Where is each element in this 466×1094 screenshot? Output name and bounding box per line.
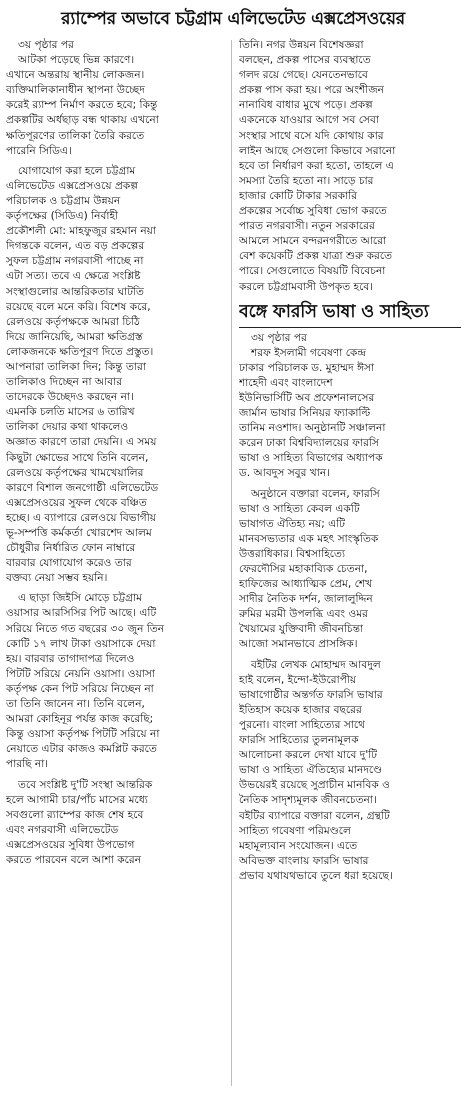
text-line: ড. আবদুস সবুর খান। [239, 467, 330, 480]
text-line: হয়। বারবার তাগাদাপত্র দিলেও [6, 652, 135, 665]
text-line: রুমির মরমী উপলব্ধি এবং ওমর [239, 608, 368, 621]
text-line: ভাষা ও সাহিত্য বিভাগের অধ্যাপক [239, 452, 383, 465]
text-line: ভাষাগত ঐতিহ্য নয়; এটি [239, 517, 345, 530]
text-line: নানাবিধ বাধার মুখে পড়ে। প্রকল্প [239, 99, 373, 112]
text-line: মানবসভ্যতার এক মহৎ সাংস্কৃতিক [239, 532, 379, 545]
text-line: বক্তব্য নেয়া সম্ভব হয়নি। [6, 572, 108, 585]
text-line: ক্ষতিপূরণের তালিকা তৈরি করতে [6, 129, 145, 142]
text-line: ইউনিভার্সিটি অব প্রফেশনালসের [239, 391, 375, 404]
text-line: সংস্থার সাথে বসে যদি কোথায় কার [239, 129, 384, 142]
text-line: এবং নগরবাসী এলিভেটেড [6, 823, 119, 836]
text-line: এটা সত্য। তবে এ ক্ষেত্রে সংশ্লিষ্ট [6, 270, 141, 283]
text-line: প্রকল্প পাস করা হয়। পরে অংশীজন [239, 84, 384, 97]
text-line: অনুষ্ঠানে বক্তারা বলেন, ফারসি [251, 487, 380, 500]
text-line: উত্তরাধিকার। বিশ্বসাহিত্যে [239, 547, 346, 560]
continued-label: ৩য় পৃষ্ঠার পর [18, 39, 74, 51]
text-line: পরিচালক ও চট্টগ্রাম উন্নয়ন [6, 194, 121, 207]
text-line: গলদ রয়ে গেছে। যেনতেনভাবে [239, 69, 368, 82]
text-line: এক্সপ্রেসওয়ের সুফল থেকে বঞ্চিত [6, 496, 147, 509]
text-line: পারত নগরবাসী। নতুন সরকারের [239, 220, 375, 233]
text-line: নেয়াতে এটার কাজও কমপ্লিট করতে [6, 743, 157, 756]
text-line: যোগাযোগ করা হলে চট্টগ্রাম [18, 164, 136, 177]
text-line: কোটি ১৭ লাখ টাকা ওয়াসাকে দেয়া [6, 637, 156, 650]
text-line: করেন ঢাকা বিশ্ববিদ্যালয়ের ফারসি [239, 437, 379, 450]
text-line: ভাষা ও সাহিত্য কেবল একটি [239, 502, 360, 515]
text-line: একনেকে যাওয়ার আগে সব সেবা [239, 114, 380, 127]
text-line: কিন্তু ওয়াসা কর্তৃপক্ষ পিটটি সরিয়ে না [6, 728, 160, 741]
text-line: তা তিনি জানেন না। তিনি বলেন, [6, 698, 145, 711]
text-line: দিয়ে জানিয়েছি, আমরা ক্ষতিগ্রস্ত [6, 330, 143, 343]
text-line: বইটির লেখক মোহাম্মদ আবদুল [251, 658, 381, 671]
text-line: ফারসি সাহিত্যের তুলনামূলক [239, 734, 359, 747]
text-line: সংস্থাগুলোর আন্তরিকতার ঘাটতি [6, 285, 144, 298]
text-line: পারছি না। [6, 758, 49, 771]
text-line: করলে চট্টগ্রামবাসী উপকৃত হবে। [239, 280, 374, 293]
text-line: সবগুলো র‌্যাম্পের কাজ শেষ হবে [6, 808, 144, 821]
text-line: আমরা কোহিনূর পর্যন্ত কাজ করেছি; [6, 713, 154, 726]
text-line: হাই বলেন, ইন্দো-ইউরোপীয় [239, 673, 357, 686]
text-line: প্রকল্পটির অর্ধছাড় বন্ধ থাকায় এখনো [6, 114, 159, 127]
text-line: অজ্ঞাত কারণে তারা দেয়নি। এ সময় [6, 436, 157, 449]
text-line: আপনারা তালিকা দিন; কিন্তু তারা [6, 360, 146, 373]
text-line: কর্তৃপক্ষ কেন পিট সরিয়ে নিচ্ছেন না [6, 682, 154, 695]
text-line: জার্মান ভাষার সিনিয়র ফ্যাকাল্টি [239, 407, 371, 420]
text-line: কর্তৃপক্ষের (সিডিএ) নির্বাহী [6, 210, 119, 223]
text-line: পারে। সেগুলোতে বিষয়টি বিবেচনা [239, 265, 386, 278]
right-column [239, 38, 461, 1088]
text-line: আটকা পড়েছে ভিন্ন কারণে। [18, 54, 135, 67]
paragraph [6, 778, 228, 869]
text-line: ওয়াসার আরসিসির পিট আছে। এটি [6, 607, 157, 620]
text-line: অবিভক্ত বাংলায় ফারসি ভাষার [239, 854, 369, 867]
text-line: সাদীর নৈতিক দর্শন, জালালুদ্দিন [239, 593, 373, 606]
text-line: এ ছাড়া জিইসি মোড়ে চট্টগ্রাম [18, 592, 143, 605]
text-line: তানিম নওশাদ। অনুষ্ঠানটি সঞ্চালনা [239, 422, 386, 435]
left-paragraphs [6, 53, 228, 868]
text-line: হলে আগামী চার/পাঁচ মাসের মধ্যে [6, 793, 148, 806]
text-line: তিনি। নগর উন্নয়ন বিশেষজ্ঞরা [239, 39, 364, 51]
text-line: বইটির ব্যাপারে বক্তারা বলেন, গ্রন্থটি [239, 809, 390, 822]
left-column [6, 38, 228, 1088]
column-divider [231, 40, 232, 1086]
text-line: দিগন্তকে বলেন, এত বড় প্রকল্পের [6, 240, 145, 253]
text-line: করতে পারবেন বলে আশা করেন [6, 853, 142, 866]
text-line: তবে সংশ্লিষ্ট দু'টি সংস্থা আন্তরিক [18, 778, 153, 791]
second-continued-label: ৩য় পৃষ্ঠার পর [251, 331, 307, 344]
text-line: হবে তা নির্ধারণ করা হতো, তাহলে এ [239, 159, 394, 172]
text-line: সাহিত্য গবেষণা পরিমণ্ডলে [239, 824, 351, 837]
text-line: রয়েছে বলে মনে করি। বিশেষ করে, [6, 300, 151, 313]
text-line: খৈয়ামের যুক্তিবাদী জীবনচিন্তা [239, 623, 364, 636]
text-line: ফেরদৌসির মহাকাব্যিক চেতনা, [239, 563, 368, 575]
text-line: শরফ ইসলামী গবেষণা কেন্দ্র [251, 346, 367, 359]
text-line: এখানে অন্তরায় স্থানীয় লোকজন। [6, 69, 145, 82]
text-line: তাদেরকে উচ্ছেদও করছেন না। [6, 391, 134, 404]
text-line: নৈতিক সাদৃশ্যমূলক জীবনচেতনা। [239, 794, 377, 807]
text-line: ভাষা ও সাহিত্য ঐতিহ্যের মানদণ্ডে [239, 764, 383, 777]
text-line: বলছেন, প্রকল্প পাসের ব্যবস্থাতে [239, 54, 371, 67]
text-line: এমনকি চলতি মাসের ৬ তারিখ [6, 406, 135, 419]
text-line: পারেনি সিডিএ। [6, 144, 72, 157]
text-line: লোকজনকে ক্ষতিপূরণ দিতে প্রস্তুত। [6, 345, 154, 358]
text-line: সমস্যা তৈরি হতো না। সাড়ে চার [239, 174, 374, 187]
text-line: পুরনো। বাংলা সাহিত্যের সাথে [239, 718, 366, 731]
text-line: মহামূল্যবান সংযোজন। এতে [239, 839, 358, 852]
text-line: সুফল চট্টগ্রাম নগরবাসী পাচ্ছে না [6, 255, 144, 268]
text-line: ব্যক্তিমালিকানাধীন স্থাপনা উচ্ছেদ [6, 84, 145, 97]
paragraph [239, 658, 461, 884]
text-line: ভাষাগোষ্ঠীর অন্তর্গত ফারসি ভাষার [239, 688, 383, 701]
text-line: ভূ-সম্পত্তি কর্মকর্তা খোরশেদ আলম [6, 527, 152, 539]
second-article-headline: বঙ্গে ফারসি ভাষা ও সাহিত্য [239, 297, 461, 328]
text-line: প্রকৌশলী মো: মাহফুজুর রহমান নয়া [6, 225, 156, 238]
paragraph [239, 346, 461, 482]
paragraph [6, 53, 228, 159]
text-line: বারবার যোগাযোগ করেও তার [6, 557, 132, 570]
second-article-paragraphs [239, 346, 461, 884]
text-line: ইতিহাস কয়েক হাজার বছরের [239, 703, 362, 716]
text-line: তালিকাও দিচ্ছেন না আবার [6, 376, 123, 389]
text-line: পিটটি সরিয়ে নেয়নি ওয়াসা। ওয়াসা [6, 667, 155, 680]
text-line: কারণে বিশাল জনগোষ্ঠী এলিভেটেড [6, 481, 159, 494]
text-line: ঢাকার পরিচালক ড. মুহাম্মদ ঈসা [239, 361, 375, 374]
text-line: প্রকল্পের সর্বোচ্চ সুবিধা ভোগ করতে [239, 205, 387, 218]
text-line: আমলে সামনে বন্দরনগরীতে আরো [239, 235, 387, 248]
text-line: আজো সমানভাবে প্রাসঙ্গিক। [239, 638, 358, 651]
paragraph [239, 38, 461, 295]
text-line: রেলওয়ে কর্তৃপক্ষের খামখেয়ালির [6, 466, 144, 479]
text-line: চৌধুরীর নির্ধারিত ফোন নাম্বারে [6, 542, 136, 555]
right-paragraphs [239, 38, 461, 295]
paragraph [239, 487, 461, 653]
paragraph [6, 591, 228, 772]
text-line: আলোচনা করলে দেখা যাবে দু'টি [239, 749, 378, 762]
text-line: বেশ কয়েকটি প্রকল্প যাত্রা শুরু করতে [239, 250, 393, 263]
text-line: এক্সপ্রেসওয়ের সুবিধা উপভোগ [6, 838, 135, 851]
text-line: তালিকা দেয়ার কথা থাকলেও [6, 421, 129, 434]
text-line: এলিভেটেড এক্সপ্রেসওয়ে প্রকল্প [6, 179, 138, 192]
text-line: হচ্ছে। এ ব্যাপারে রেলওয়ে বিভাগীয় [6, 511, 156, 524]
text-line: উভয়েরই রয়েছে সুপ্রাচীন মানবিক ও [239, 779, 390, 792]
text-line: করেই র‌্যাম্প নির্মাণ করতে হবে; কিন্তু [6, 99, 158, 112]
paragraph [6, 164, 228, 587]
text-line: লাইন আছে সেগুলো কিভাবে সরানো [239, 144, 396, 157]
text-line: সরিয়ে নিতে গত বছরের ৩০ জুন তিন [6, 622, 165, 635]
text-line: কিছুটা ক্ষোভের সাথে তিনি বলেন, [6, 451, 149, 464]
text-line: হাজার কোটি টাকার সরকারি [239, 189, 358, 202]
text-line: হাফিজের আধ্যাত্মিক প্রেম, শেখ [239, 578, 373, 591]
article-headline: র‌্যাম্পের অভাবে চট্টগ্রাম এলিভেটেড এক্সপ্রেসওয়ের [61, 9, 405, 29]
text-line: রেলওয়ে কর্তৃপক্ষকে আমরা চিঠি [6, 315, 140, 328]
text-line: প্রভাব যথাযথভাবে তুলে ধরা হয়েছে। [239, 869, 393, 882]
text-line: শাহেদী এবং বাংলাদেশ [239, 376, 333, 389]
